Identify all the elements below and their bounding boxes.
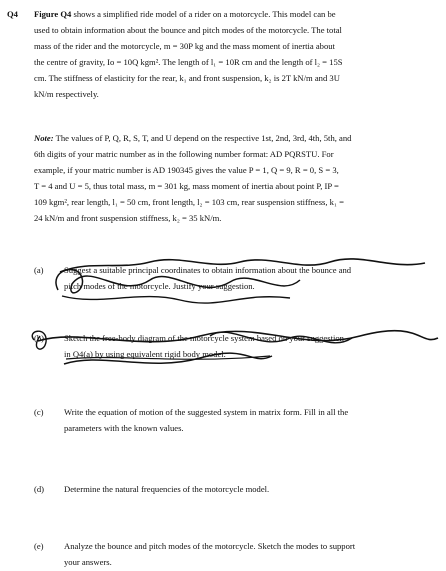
part-e-line-1: Analyze the bounce and pitch modes of the motorcycle. Sketch the modes to support: [64, 541, 356, 551]
part-a-line-2: pitch modes of the motorcycle. Justify your suggestion.: [64, 281, 255, 291]
part-label: (b): [34, 333, 45, 343]
figure-ref: Figure Q4: [34, 9, 72, 19]
part-label: (c): [34, 407, 44, 417]
part-label: (e): [34, 541, 44, 551]
intro-line-5: cm. The stiffness of elasticity for the rear, k₁ and front suspension, k₂ is 2T kN/m and 3U: [34, 73, 340, 83]
part-c-line-1: Write the equation of motion of the suggested system in matrix form. Fill in all the: [64, 407, 349, 417]
intro-line-3: mass of the rider and the motorcycle, m = 30P kg and the mass moment of inertia about: [34, 41, 335, 51]
part-b-line-2: in Q4(a) by using equivalent rigid body model.: [64, 349, 226, 359]
intro-text: shows a simplified ride model of a rider on a motorcycle. This model can be: [71, 9, 336, 19]
note-line-6: 24 kN/m and front suspension stiffness, k₂ = 35 kN/m.: [34, 213, 222, 223]
part-b-line-1: Sketch the free-body diagram of the motorcycle system based on your suggestion: [64, 333, 344, 343]
intro-line-6: kN/m respectively.: [34, 89, 99, 99]
intro-line-4: the centre of gravity, Io = 10Q kgm². The length of l₁ = 10R cm and the length of l₂ = 15S: [34, 57, 343, 67]
note-label: Note:: [34, 133, 54, 143]
part-e-line-2: your answers.: [64, 557, 112, 567]
part-d-line-1: Determine the natural frequencies of the motorcycle model.: [64, 484, 270, 494]
intro-line-1: [34, 6, 434, 22]
note-line-5: 109 kgm², rear length, l₁ = 50 cm, front length, l₂ = 103 cm, rear suspension stiffness, k₁ =: [34, 197, 344, 207]
part-label: (d): [34, 484, 45, 494]
note-paragraph: [34, 130, 434, 226]
note-line-3: example, if your matric number is AD 190345 gives the value P = 1, Q = 9, R = 0, S = 3,: [34, 165, 339, 175]
intro-line-2: used to obtain information about the bounce and pitch modes of the motorcycle. The total: [34, 25, 342, 35]
scribble-a-bottom: [62, 296, 290, 303]
part-c-line-2: parameters with the known values.: [64, 423, 184, 433]
note-line-2: 6th digits of your matric number as in the following number format: AD PQRSTU. For: [34, 149, 334, 159]
intro-paragraph: [34, 6, 434, 102]
note-line-4: T = 4 and U = 5, thus total mass, m = 301 kg, mass moment of inertia about point P, IP =: [34, 181, 339, 191]
part-a-line-1: Suggest a suitable principal coordinates to obtain information about the bounce and: [64, 265, 352, 275]
note-line-1: Note: The values of P, Q, R, S, T, and U depend on the respective 1st, 2nd, 3rd, 4th, 5th, and: [34, 133, 352, 143]
part-label: (a): [34, 265, 44, 275]
question-number: Q4: [7, 9, 18, 19]
